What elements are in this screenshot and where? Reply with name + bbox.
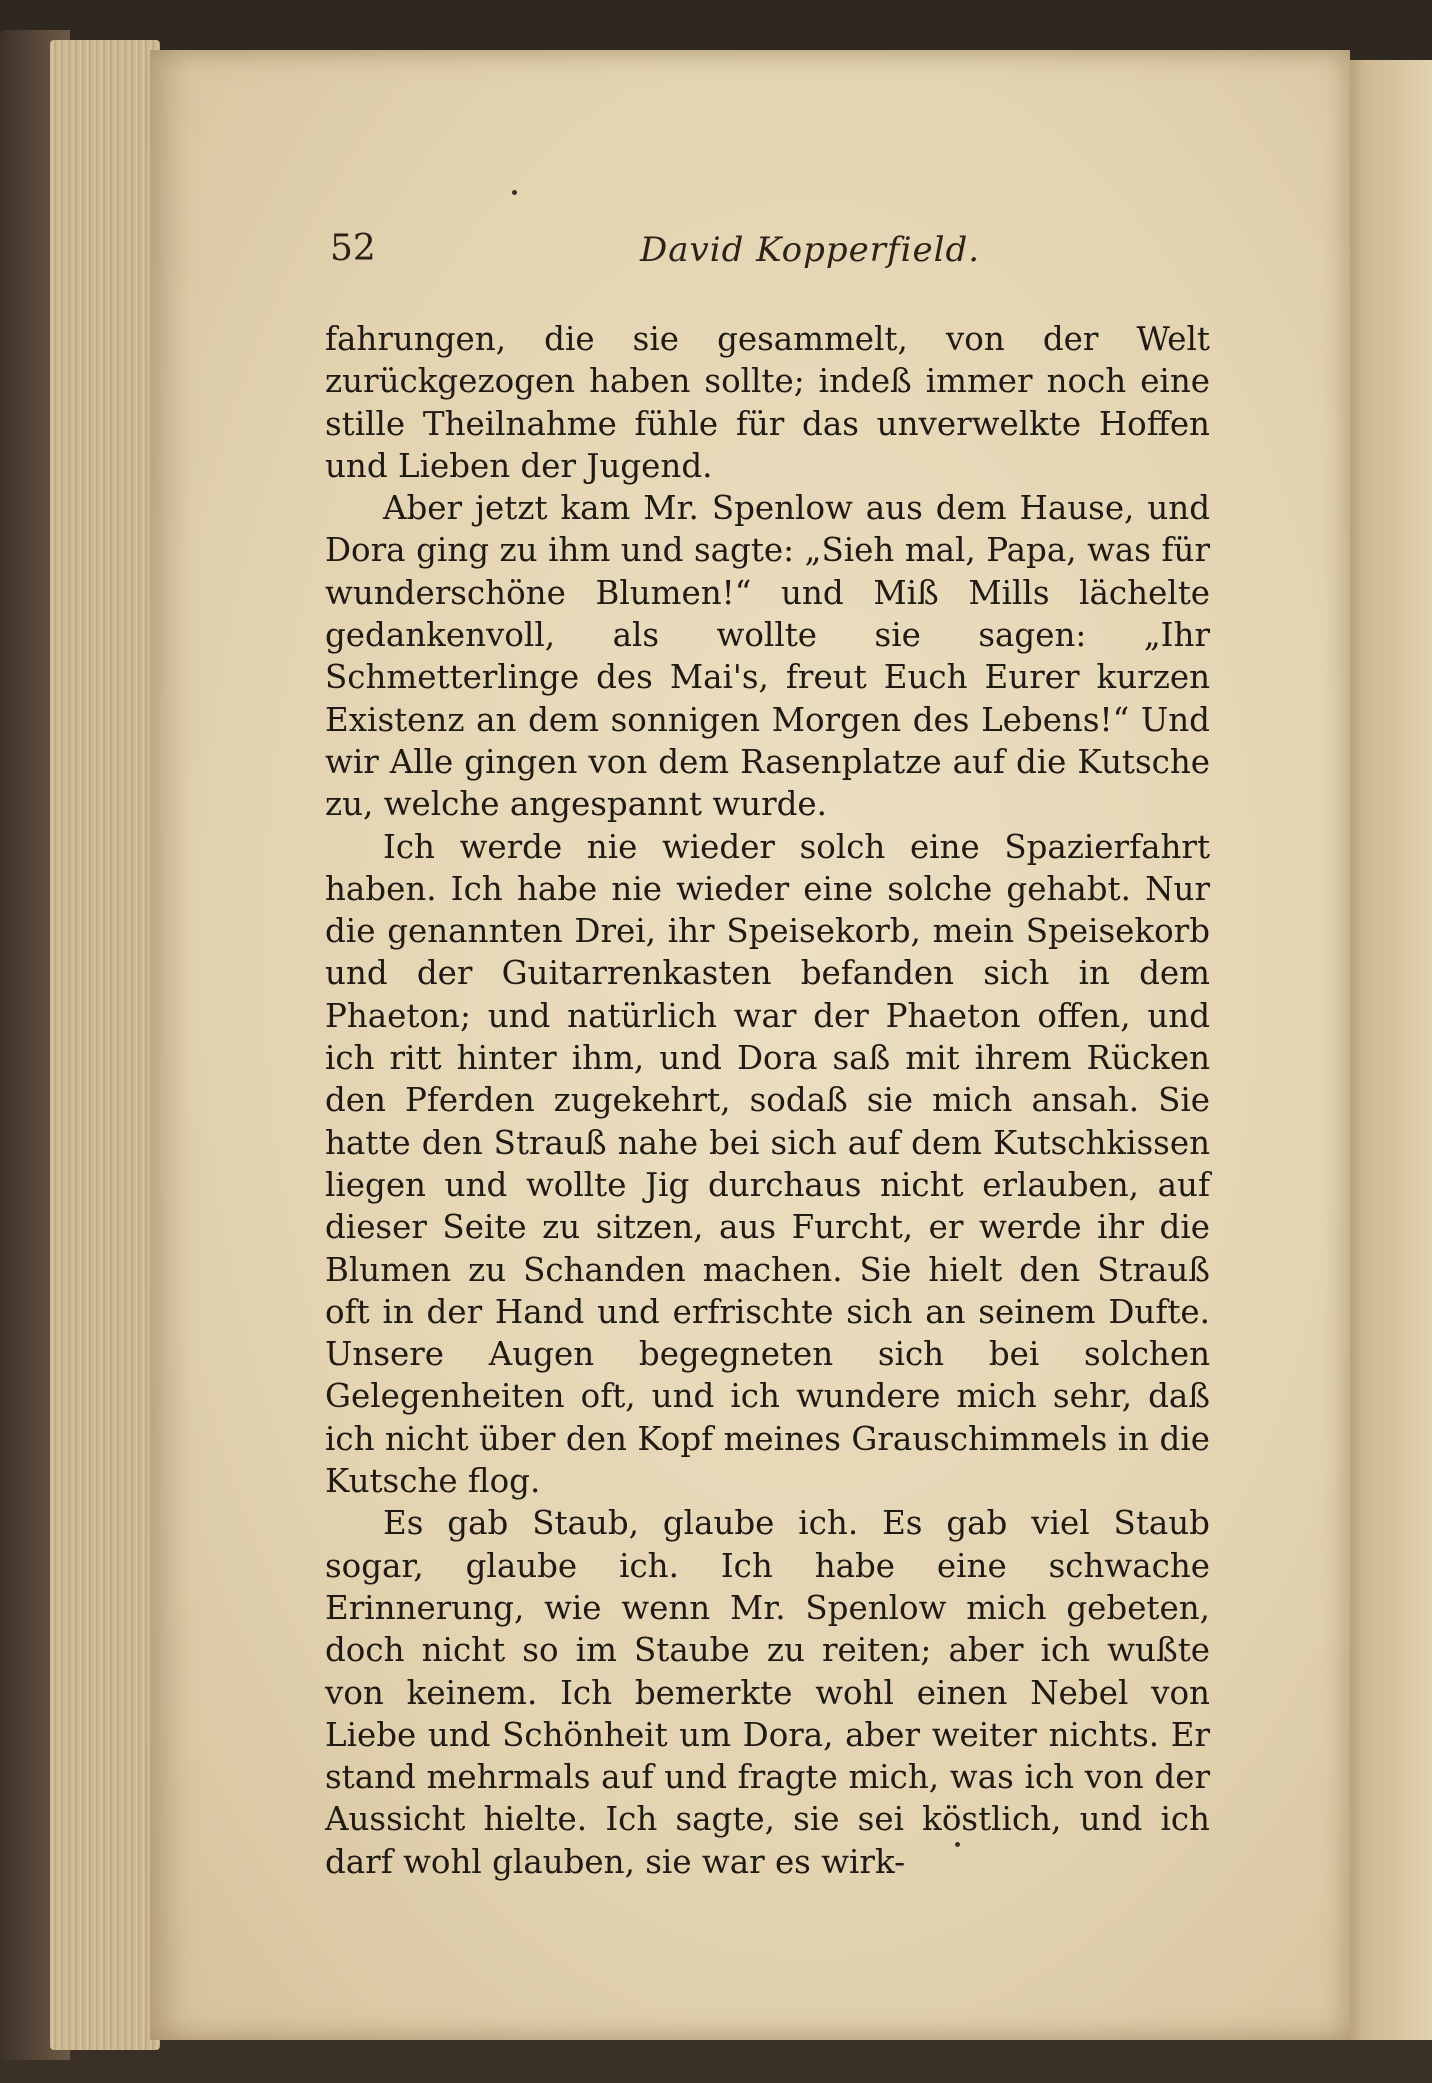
page-stack-edges [50, 40, 160, 2050]
running-head: David Kopperfield. [640, 230, 981, 270]
body-text [325, 318, 1210, 1883]
paragraph: fahrungen, die sie gesammelt, von der Welt zurückgezogen haben sollte; indeß immer noch eine stille Theilnahme fühle für das unverwelkte Hoffen und Lieben der Jugend. [325, 320, 1210, 485]
print-speck [512, 190, 517, 195]
page-number: 52 [330, 228, 376, 269]
paragraph: Es gab Staub, glaube ich. Es gab viel Staub sogar, glaube ich. Ich habe eine schwache Erinnerung, wie wenn Mr. Spenlow mich gebeten, doch nicht so im Staube zu reiten; aber ich wußte von keinem. Ich bemerkte wohl einen Nebel von Liebe und Schönheit um Dora, aber weiter nichts. Er stand mehrmals auf und fragte mich, was ich von der Aussicht hielte. Ich sagte, sie sei köstlich, und ich darf wohl glauben, sie war es wirk- [325, 1504, 1210, 1881]
paragraph: Aber jetzt kam Mr. Spenlow aus dem Hause, und Dora ging zu ihm und sagte: „Sieh mal, Papa, was für wunderschöne Blumen!“ und Miß Mills lächelte gedankenvoll, als wollte sie sagen: „Ihr Schmetterlinge des Mai's, freut Euch Eurer kurzen Existenz an dem sonnigen Morgen des Lebens!“ Und wir Alle gingen von dem Rasenplatze auf die Kutsche zu, welche angespannt wurde. [325, 489, 1210, 824]
paragraph: Ich werde nie wieder solch eine Spazierfahrt haben. Ich habe nie wieder eine solche gehabt. Nur die genannten Drei, ihr Speisekorb, mein Speisekorb und der Guitarrenkasten befanden sich in dem Phaeton; und natürlich war der Phaeton offen, und ich ritt hinter ihm, und Dora saß mit ihrem Rücken den Pferden zugekehrt, sodaß sie mich ansah. Sie hatte den Strauß nahe bei sich auf dem Kutschkissen liegen und wollte Jig durchaus nicht erlauben, auf dieser Seite zu sitzen, aus Furcht, er werde ihr die Blumen zu Schanden machen. Sie hielt den Strauß oft in der Hand und erfrischte sich an seinem Dufte. Unsere Augen begegneten sich bei solchen Gelegenheiten oft, und ich wundere mich sehr, daß ich nicht über den Kopf meines Grauschimmels in die Kutsche flog. [325, 827, 1210, 1501]
page-header [330, 228, 1210, 278]
